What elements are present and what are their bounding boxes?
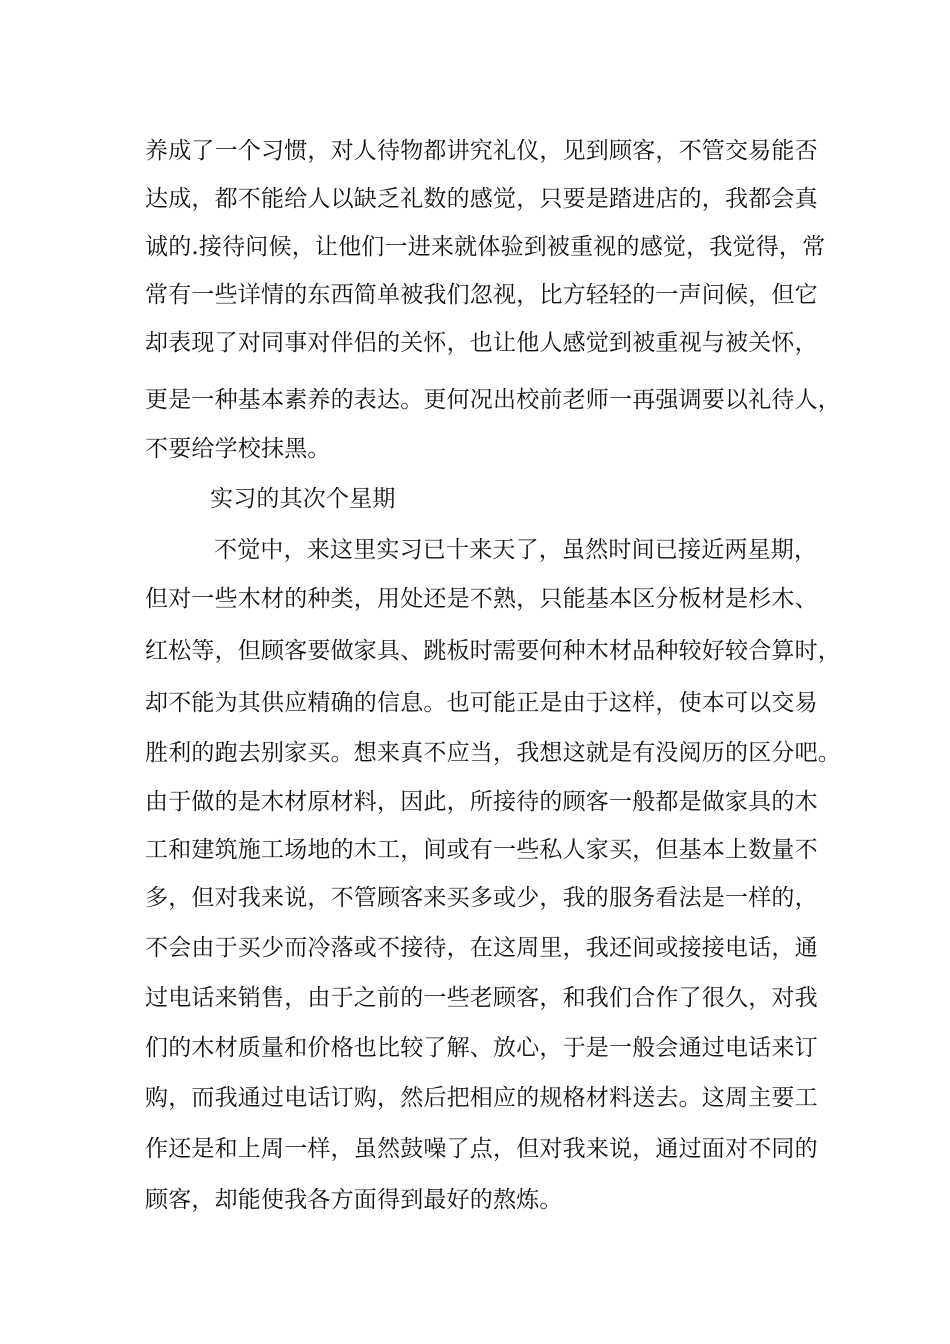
paragraph-line: 养成了一个习惯，对人待物都讲究礼仪，见到顾客，不管交易能否 xyxy=(145,138,818,164)
paragraph-line: 却表现了对同事对伴侣的关怀，也让他人感觉到被重视与被关怀， xyxy=(145,330,818,356)
paragraph-line: 胜利的跑去别家买。想来真不应当，我想这就是有没阅历的区分吧。 xyxy=(145,740,841,766)
section-heading: 实习的其次个星期 xyxy=(210,486,396,512)
paragraph-line: 顾客，却能使我各方面得到最好的熬炼。 xyxy=(145,1187,563,1213)
paragraph-line: 作还是和上周一样，虽然鼓噪了点，但对我来说，通过面对不同的 xyxy=(145,1136,818,1162)
paragraph-line: 红松等，但顾客要做家具、跳板时需要何种木材品种较好较合算时， xyxy=(145,638,841,664)
paragraph-line: 多，但对我来说，不管顾客来买多或少，我的服务看法是一样的， xyxy=(145,885,818,911)
paragraph-line: 们的木材质量和价格也比较了解、放心，于是一般会通过电话来订 xyxy=(145,1035,818,1061)
paragraph-line: 更是一种基本素养的表达。更何况出校前老师一再强调要以礼待人， xyxy=(145,387,841,413)
paragraph-line: 常有一些详情的东西简单被我们忽视，比方轻轻的一声问候，但它 xyxy=(145,282,818,308)
paragraph-line: 不会由于买少而冷落或不接待，在这周里，我还间或接接电话，通 xyxy=(145,935,818,961)
paragraph-line: 不要给学校抹黑。 xyxy=(145,436,331,462)
paragraph-line: 不觉中，来这里实习已十来天了，虽然时间已接近两星期， xyxy=(214,537,818,563)
paragraph-line: 但对一些木材的种类，用处还是不熟，只能基本区分板材是杉木、 xyxy=(145,586,818,612)
paragraph-line: 却不能为其供应精确的信息。也可能正是由于这样，使本可以交易 xyxy=(145,690,818,716)
paragraph-line: 达成，都不能给人以缺乏礼数的感觉，只要是踏进店的，我都会真 xyxy=(145,186,818,212)
paragraph-line: 购，而我通过电话订购，然后把相应的规格材料送去。这周主要工 xyxy=(145,1085,818,1111)
paragraph-line: 过电话来销售，由于之前的一些老顾客，和我们合作了很久，对我 xyxy=(145,985,818,1011)
paragraph-line: 诚的.接待问候，让他们一进来就体验到被重视的感觉，我觉得，常 xyxy=(145,234,826,260)
paragraph-line: 由于做的是木材原材料，因此，所接待的顾客一般都是做家具的木 xyxy=(145,789,818,815)
paragraph-line: 工和建筑施工场地的木工，间或有一些私人家买，但基本上数量不 xyxy=(145,837,818,863)
